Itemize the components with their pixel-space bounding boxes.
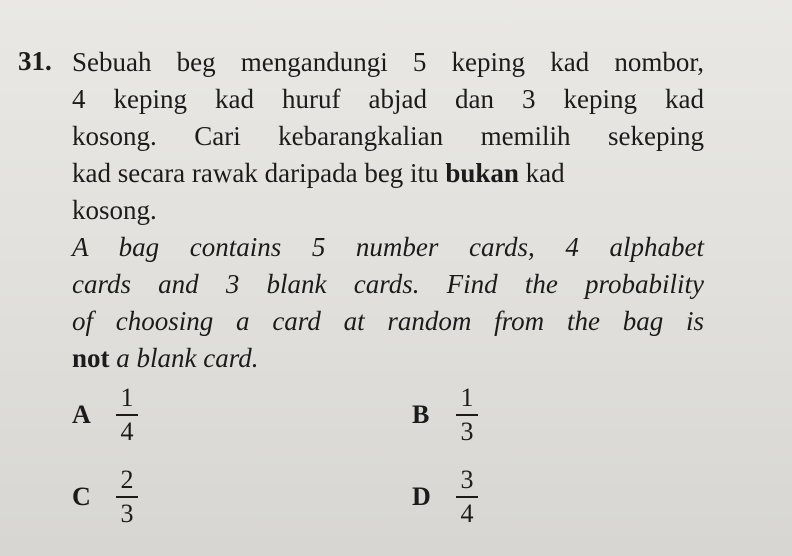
option-a-denominator: 4: [120, 417, 134, 446]
english-line-3: of choosing a card at random from the bag is: [72, 306, 704, 336]
english-bold-word: not: [72, 343, 110, 373]
english-line-4-rest: a blank card.: [109, 343, 259, 373]
option-b-denominator: 3: [460, 417, 474, 446]
malay-line-2: 4 keping kad huruf abjad dan 3 keping kad: [72, 84, 704, 114]
fraction-bar: [456, 414, 478, 416]
option-b-numerator: 1: [460, 383, 474, 412]
malay-bold-word: bukan: [445, 158, 519, 188]
option-b-fraction: [456, 384, 478, 446]
question-text: [72, 44, 704, 377]
option-c-fraction: [116, 466, 138, 528]
option-a-letter: A: [72, 400, 91, 429]
english-line-4: [72, 340, 704, 377]
option-d[interactable]: [412, 466, 478, 528]
option-c-letter: C: [72, 482, 91, 511]
english-line-2: cards and 3 blank cards. Find the probability: [72, 269, 704, 299]
malay-line-4-tail: kad: [518, 158, 565, 188]
option-c[interactable]: [72, 466, 138, 528]
fraction-bar: [116, 496, 138, 498]
option-d-letter: D: [412, 482, 431, 511]
option-a-fraction: [116, 384, 138, 446]
question-number: 31.: [18, 46, 52, 76]
malay-line-1: Sebuah beg mengandungi 5 keping kad nombor,: [72, 47, 704, 77]
malay-line-4: [72, 155, 704, 192]
option-d-numerator: 3: [460, 465, 474, 494]
fraction-bar: [456, 496, 478, 498]
option-d-denominator: 4: [460, 499, 474, 528]
option-a[interactable]: [72, 384, 138, 446]
malay-line-5: kosong.: [72, 195, 157, 225]
option-b[interactable]: [412, 384, 478, 446]
option-a-numerator: 1: [120, 383, 134, 412]
option-b-letter: B: [412, 400, 430, 429]
option-c-denominator: 3: [120, 499, 134, 528]
english-line-1: A bag contains 5 number cards, 4 alphabet: [72, 232, 704, 262]
fraction-bar: [116, 414, 138, 416]
malay-line-3: kosong. Cari kebarangkalian memilih sekeping: [72, 121, 704, 151]
option-c-numerator: 2: [120, 465, 134, 494]
option-d-fraction: [456, 466, 478, 528]
malay-line-4-text: kad secara rawak daripada beg itu: [72, 158, 446, 188]
